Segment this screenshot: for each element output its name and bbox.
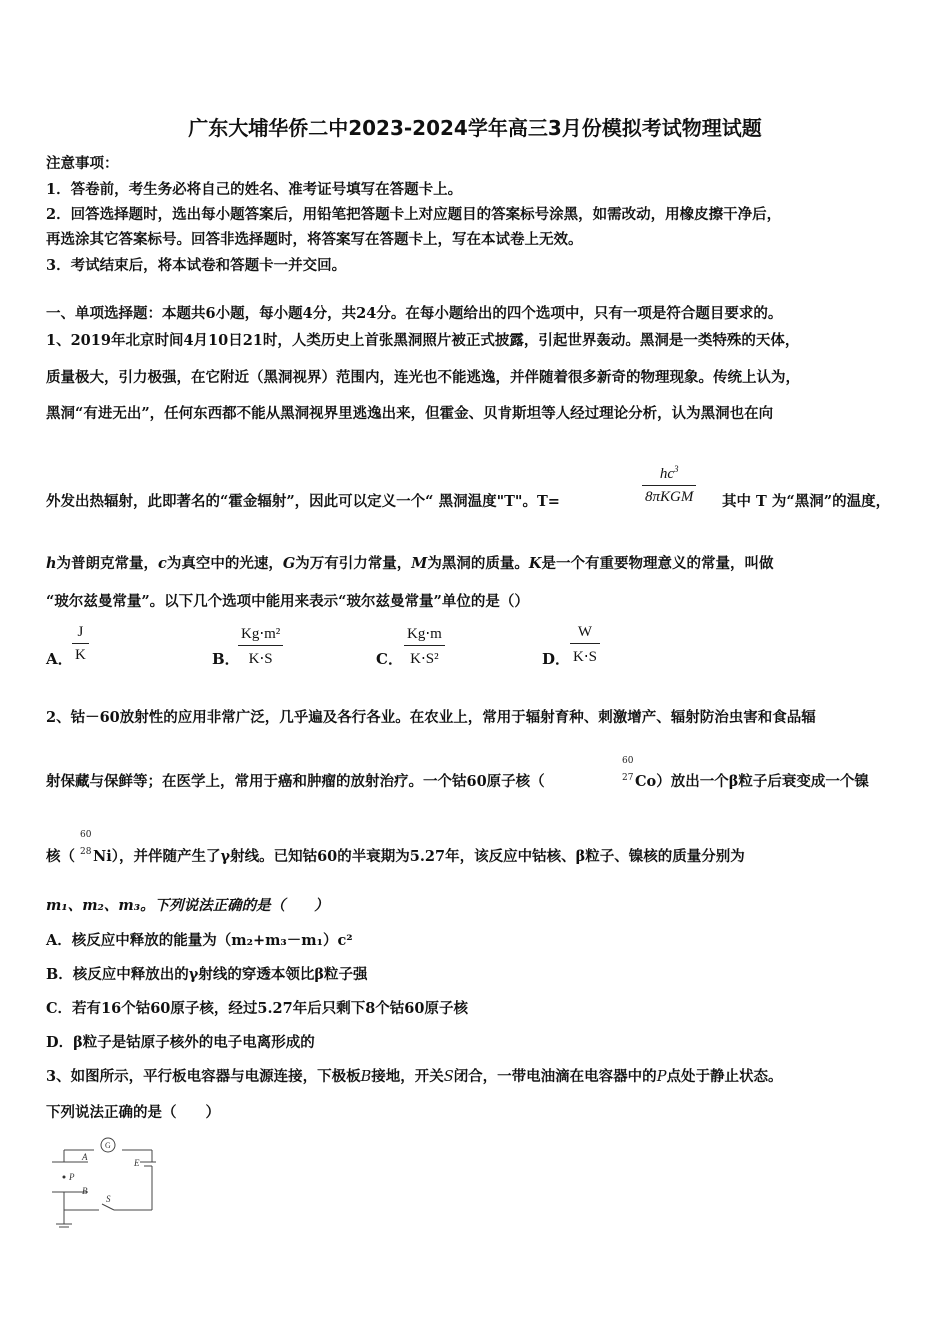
q1-option-d-num: W: [577, 624, 593, 640]
q2-option-d[interactable]: D．β粒子是钴原子核外的电子电离形成的: [46, 1034, 315, 1051]
ni-mass-number: 60: [80, 830, 92, 840]
q1-line-3: 黑洞“有进无出”，任何东西都不能从黑洞视界里逃逸出来，但霍金、贝肯斯坦等人经过理论分析，认为黑洞也在向: [46, 405, 774, 422]
q1-line-5-b: 为真空中的光速，: [166, 555, 283, 572]
capacitor-circuit-figure: [44, 1132, 164, 1232]
q1-line-4-post: 其中 T 为“黑洞”的温度，: [722, 493, 891, 510]
switch-s-label: S: [106, 1194, 111, 1204]
q2-line-2-pre: 射保藏与保鲜等；在医学上，常用于癌和肿瘤的放射治疗。一个钴60原子核（: [46, 773, 545, 790]
q1-option-d[interactable]: [570, 624, 600, 666]
q1-line-2: 质量极大，引力极强，在它附近（黑洞视界）范围内，连光也不能逃逸，并伴随着很多新奇的物理现象。传统上认为，: [46, 369, 800, 386]
symbol-c: c: [158, 555, 167, 572]
q1-option-c-den: K⋅S²: [410, 651, 439, 667]
q3-line-1-c: 闭合，一带电油滴在电容器中的: [453, 1068, 657, 1085]
galvanometer-label: G: [105, 1141, 111, 1150]
q1-line-6: “玻尔兹曼常量”。以下几个选项中能用来表示“玻尔兹曼常量”单位的是（）: [46, 593, 529, 610]
q2-line-3-post: Ni），并伴随产生了γ射线。已知钴60的半衰期为5.27年，该反应中钴核、β粒子、镍核的质量分别为: [93, 848, 745, 865]
notice-heading: 注意事项：: [46, 155, 119, 172]
q3-line-1-a: 3、如图所示，平行板电容器与电源连接，下极板: [46, 1068, 361, 1085]
ni-atomic-number: 28: [80, 847, 92, 857]
q1-option-a-num: J: [77, 624, 84, 640]
co-atomic-number: 27: [622, 773, 634, 783]
q1-option-b-den: K⋅S: [248, 651, 273, 667]
q3-line-1: [46, 1065, 782, 1086]
q2-line-3-pre: 核（: [46, 848, 75, 865]
symbol-b: B: [360, 1069, 372, 1085]
q3-line-1-d: 点处于静止状态。: [666, 1068, 783, 1085]
notice-item-1: 1．答卷前，考生务必将自己的姓名、准考证号填写在答题卡上。: [46, 181, 463, 198]
formula-denominator: 8πKGM: [645, 489, 694, 505]
q1-option-a-den: K: [75, 647, 86, 663]
q1-line-5-f: 是一个有重要物理意义的常量，叫做: [541, 555, 774, 572]
q2-line-1: 2、钴－60放射性的应用非常广泛，几乎遍及各行各业。在农业上，常用于辐射育种、刺激增产、辐射防治虫害和食品辐: [46, 709, 816, 726]
q1-option-c[interactable]: [404, 624, 445, 668]
notice-item-2b: 再选涂其它答案标号。回答非选择题时，将答案写在答题卡上，写在本试卷上无效。: [46, 231, 583, 248]
oil-drop-point: [63, 1176, 66, 1179]
q1-option-c-num: Kg⋅m: [407, 626, 442, 642]
symbol-s: S: [443, 1069, 454, 1085]
symbol-p: P: [656, 1069, 667, 1085]
symbol-h: h: [46, 555, 57, 572]
notice-item-3: 3．考试结束后，将本试卷和答题卡一并交回。: [46, 257, 347, 274]
page-title: 广东大埔华侨二中2023-2024学年高三3月份模拟考试物理试题: [188, 116, 762, 140]
q1-line-4-pre: 外发出热辐射，此即著名的“霍金辐射”，因此可以定义一个“ 黑洞温度"T"。T=: [46, 493, 560, 510]
symbol-k: K: [528, 555, 542, 572]
co-mass-number: 60: [622, 756, 634, 766]
q2-option-a[interactable]: A．核反应中释放的能量为（m₂+m₃－m₁）c²: [46, 932, 353, 949]
symbol-g: G: [282, 555, 296, 572]
q1-option-a-label[interactable]: A．: [46, 650, 73, 668]
q1-line-5-d: 为万有引力常量，: [295, 555, 412, 572]
q2-line-4: m₁、m₂、m₃。下列说法正确的是（ ）: [46, 897, 329, 914]
symbol-m: M: [411, 555, 428, 572]
q1-option-d-den: K⋅S: [573, 649, 597, 665]
q1-line-5-a: 为普朗克常量，: [56, 555, 159, 572]
formula-numerator: hc: [659, 466, 675, 482]
q1-option-a[interactable]: [72, 624, 89, 664]
q1-option-b[interactable]: [238, 624, 283, 668]
source-e-label: E: [134, 1158, 140, 1168]
q2-line-2-post: Co）放出一个β粒子后衰变成一个镍: [635, 773, 869, 790]
q1-option-b-label[interactable]: B．: [212, 650, 240, 668]
q2-option-b[interactable]: B．核反应中释放出的γ射线的穿透本领比β粒子强: [46, 966, 368, 983]
q3-line-2: 下列说法正确的是（ ）: [46, 1104, 220, 1121]
q1-line-1: 1、2019年北京时间4月10日21时，人类历史上首张黑洞照片被正式披露，引起世界轰动。黑洞是一类特殊的天体，: [46, 332, 800, 349]
q1-line-5: [46, 552, 773, 573]
q1-option-d-label[interactable]: D．: [542, 650, 571, 668]
q1-option-c-label[interactable]: C．: [376, 650, 403, 668]
q1-line-5-e: 为黑洞的质量。: [427, 555, 529, 572]
q3-line-1-b: 接地，开关: [371, 1068, 444, 1085]
hawking-formula: [642, 464, 696, 506]
plate-a-label: A: [82, 1152, 88, 1162]
section-heading: 一、单项选择题：本题共6小题，每小题4分，共24分。在每小题给出的四个选项中，只有一项是符合题目要求的。: [46, 305, 783, 322]
q2-option-c[interactable]: C．若有16个钴60原子核，经过5.27年后只剩下8个钴60原子核: [46, 1000, 468, 1017]
q1-option-b-num: Kg⋅m²: [241, 626, 281, 642]
point-p-label: P: [69, 1172, 75, 1182]
formula-exponent: 3: [674, 464, 679, 474]
notice-item-2a: 2．回答选择题时，选出每小题答案后，用铅笔把答题卡上对应题目的答案标号涂黑，如需改动，用橡皮擦干净后，: [46, 206, 782, 223]
plate-b-label: B: [82, 1186, 88, 1196]
